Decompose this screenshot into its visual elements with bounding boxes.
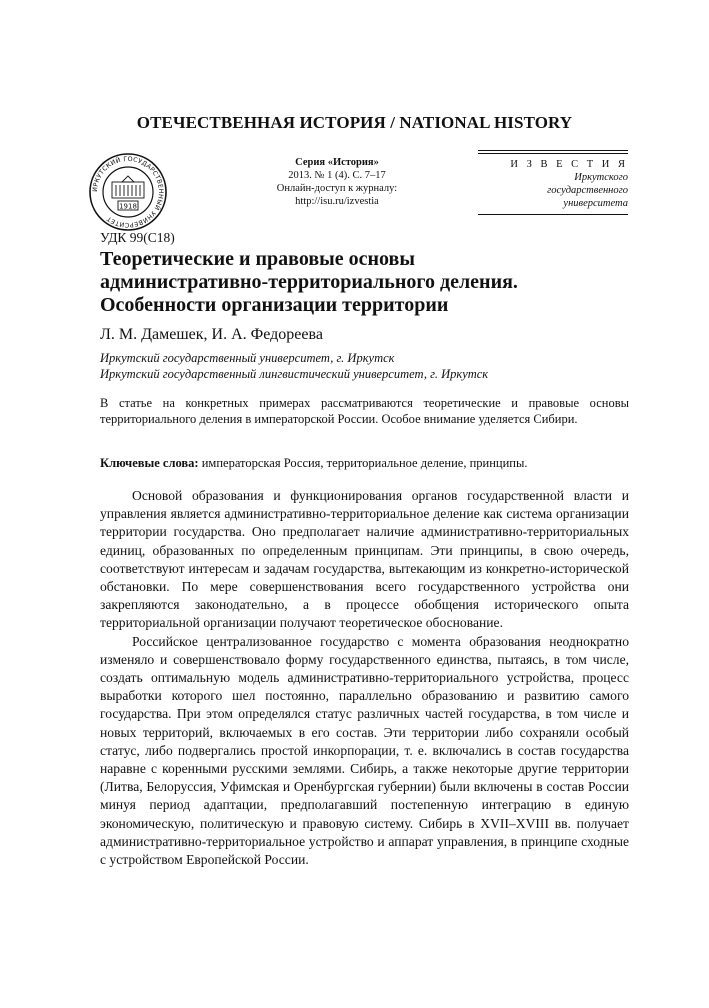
keywords-list: императорская Россия, территориальное деление, принципы. bbox=[198, 456, 528, 470]
divider bbox=[478, 214, 628, 215]
divider bbox=[478, 150, 628, 151]
series-issue: 2013. № 1 (4). С. 7–17 bbox=[288, 170, 386, 181]
journal-url[interactable]: http://isu.ru/izvestia bbox=[295, 196, 379, 207]
article-title bbox=[100, 248, 640, 317]
title-line-3: Особенности организации территории bbox=[100, 294, 449, 316]
body-paragraph-2: Российское централизованное государство с момента образования неоднократно изменяло и совершенствовало форму государственного единства, пытаясь, в том числе, создать оптимальную модель административно-территориального устройства, процесс выработки которого шел постоянно, параллельно образованию и развитию самого государства. При этом определялся статус различных частей государства, в том числе и новых территорий, включаемых в его состав. Эти территории либо сохраняли особый статус, либо подвергались простой инкорпорации, т. е. включались в состав государства наравне с коренными русскими землями. Сибирь, а также некоторые другие территории (Литва, Белоруссия, Уфимская и Оренбургская губернии) были включены в состав России минуя период адаптации, предполагавший постепенную интеграцию в единую экономическую, политическую и правовую систему. Сибирь в XVII–XVIII вв. получает административно-территориальное устройство и аппарат управления, в принципе сходные с устройством Европейской России. bbox=[100, 633, 629, 868]
title-line-2: административно-территориального деления. bbox=[100, 271, 518, 293]
journal-subtitle-2: государственного bbox=[547, 185, 628, 196]
keywords bbox=[100, 456, 629, 472]
abstract: В статье на конкретных примерах рассматриваются теоретические и правовые основы территориального деления в императорской России. Особое внимание уделяется Сибири. bbox=[100, 396, 629, 426]
journal-subtitle-1: Иркутского bbox=[574, 172, 628, 183]
article-body bbox=[100, 487, 629, 869]
online-access-label: Онлайн-доступ к журналу: bbox=[276, 183, 398, 194]
university-seal-icon bbox=[88, 152, 168, 232]
seal-ring-text: ИРКУТСКИЙ ГОСУДАРСТВЕННЫЙ УНИВЕРСИТЕТ bbox=[91, 155, 165, 229]
authors: Л. М. Дамешек, И. А. Федореева bbox=[100, 326, 323, 343]
body-paragraph-1: Основой образования и функционирования органов государственной власти и управления является административно-территориальное деление как система организации территории государства. Оно предполагает наличие административно-территориальных единиц, образованных по определенным принципам. Эти принципы, в свою очередь, соответствуют интересам и задачам государства, вытекающим из конкретно-исторической обстановки. По мере совершенствования всего государственного устройства они закрепляются законодательно, а в процессе обобщения исторического опыта территориальной организации получают теоретическое обоснование. bbox=[100, 488, 629, 631]
keywords-label: Ключевые слова: bbox=[100, 456, 199, 470]
journal-name: И З В Е С Т И Я bbox=[510, 159, 628, 170]
affiliations bbox=[100, 350, 488, 382]
affiliation-1: Иркутский государственный университет, г. Иркутск bbox=[100, 351, 395, 365]
journal-name-block bbox=[478, 150, 628, 215]
series-info bbox=[262, 156, 412, 208]
journal-subtitle-3: университета bbox=[563, 198, 628, 209]
seal-year: 1918 bbox=[119, 202, 137, 211]
series-title: Серия «История» bbox=[295, 157, 379, 168]
affiliation-2: Иркутский государственный лингвистический университет, г. Иркутск bbox=[100, 367, 489, 381]
building-icon bbox=[112, 176, 144, 198]
title-line-1: Теоретические и правовые основы bbox=[100, 248, 415, 270]
section-title: ОТЕЧЕСТВЕННАЯ ИСТОРИЯ / NATIONAL HISTORY bbox=[136, 113, 573, 132]
udk-code: УДК 99(С18) bbox=[100, 230, 175, 245]
